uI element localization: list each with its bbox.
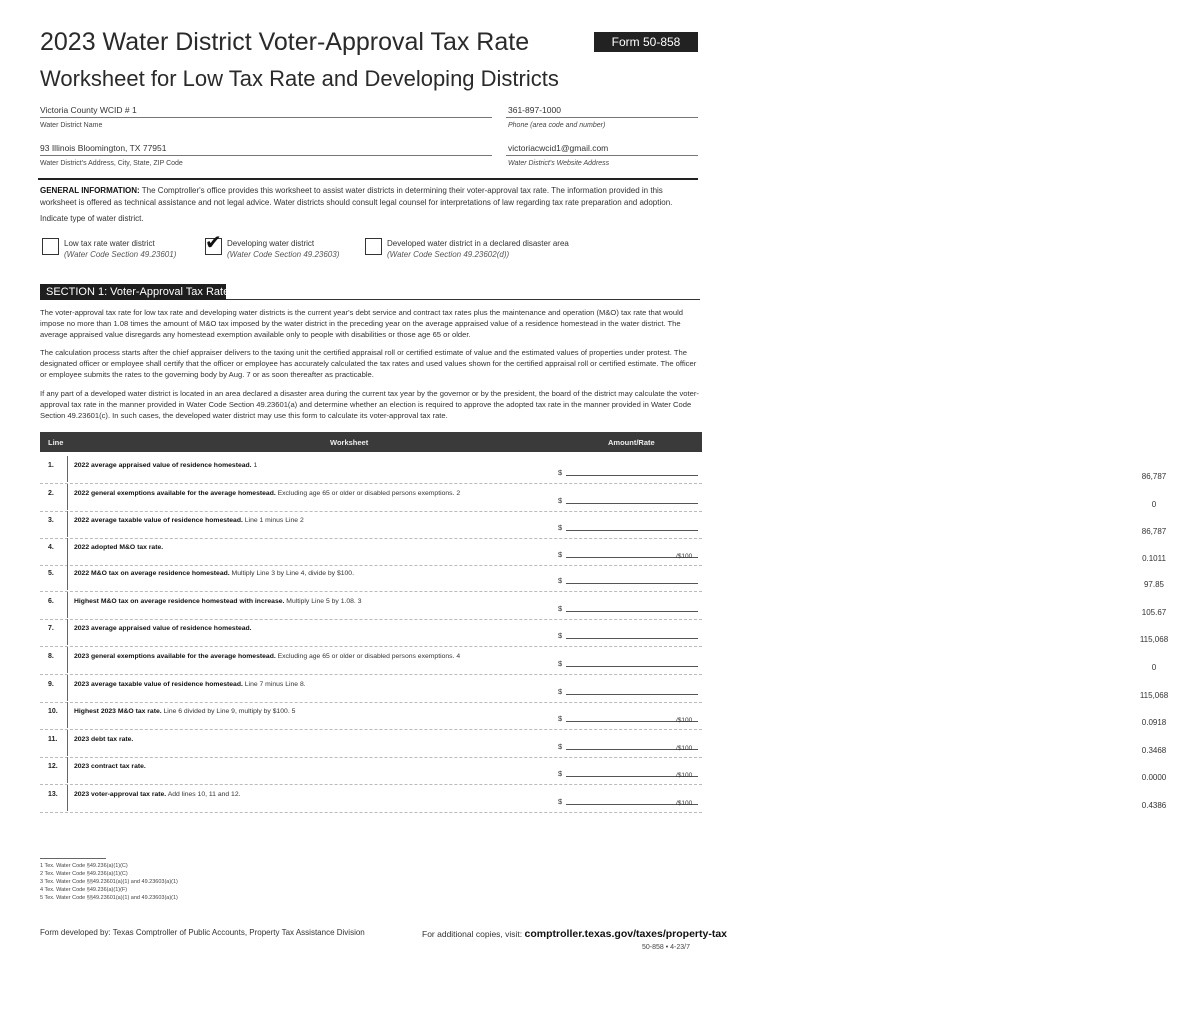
row-divider xyxy=(67,456,68,482)
line-description-bold: 2022 average taxable value of residence homestead. xyxy=(74,517,243,524)
phone-value: 361-897-1000 xyxy=(508,105,561,115)
amount-field[interactable] xyxy=(566,580,1165,589)
table-row xyxy=(40,517,1167,544)
website-line xyxy=(506,155,698,156)
line-description-rest: Line 1 minus Line 2 xyxy=(242,517,304,524)
row-divider xyxy=(67,675,68,701)
low-tax-rate-checkbox[interactable] xyxy=(42,238,59,255)
line-description-rest: Line 6 divided by Line 9, multiply by $100. 5 xyxy=(161,708,296,715)
comptroller-link[interactable]: comptroller.texas.gov/taxes/property-tax xyxy=(524,928,728,940)
amount-value: 86,787 xyxy=(1141,472,1167,481)
amount-value: 0.4386 xyxy=(1141,801,1167,810)
row-dashed-rule xyxy=(40,757,702,758)
table-row xyxy=(40,681,1169,708)
row-divider xyxy=(67,538,68,564)
table-row xyxy=(40,490,1157,517)
dollar-sign: $ xyxy=(558,659,563,668)
row-divider xyxy=(67,702,68,728)
row-divider xyxy=(67,757,68,783)
line-description-bold: 2022 adopted M&O tax rate. xyxy=(74,544,164,551)
amount-value: 86,787 xyxy=(1141,527,1167,536)
developing-district-checkbox[interactable] xyxy=(205,232,222,255)
rate-unit: /$100 xyxy=(676,553,693,560)
line-number: 11. xyxy=(48,736,58,743)
dollar-sign: $ xyxy=(558,468,563,477)
developed-disaster-option xyxy=(387,238,569,260)
section-1-paragraph-2: The calculation process starts after the chief appraiser delivers to the taxing unit the certified appraisal roll or certified estimate of value and the estimated values of properties under protest. The designated officer or employee shall certify that the officer or employee has accurately calculated the tax rates and used values shown for the certified appraisal roll or certified estimate. The officer or employee submits the rates to the governing body by Aug. 7 or as soon thereafter as practicable. xyxy=(40,348,697,379)
line-description-bold: 2023 average appraised value of residence homestead. xyxy=(74,625,252,632)
general-info-text: The Comptroller's office provides this worksheet to assist water districts in determining their voter-approval tax rate. The information provided in this worksheet is offered as technical assistance and not legal advice. Water districts should consult legal counsel for interpretations of law regarding tax rate preparation and adoption. xyxy=(40,186,673,207)
dollar-sign: $ xyxy=(558,576,563,585)
phone-line xyxy=(506,117,698,118)
line-description xyxy=(74,544,163,551)
line-description xyxy=(74,490,460,497)
row-dashed-rule xyxy=(40,619,702,620)
indicate-type-label: Indicate type of water district. xyxy=(40,214,144,223)
developed-disaster-checkbox[interactable] xyxy=(365,238,382,255)
amount-value: 0 xyxy=(1151,500,1157,509)
row-divider xyxy=(67,785,68,811)
amount-field[interactable] xyxy=(566,500,1157,509)
footnote: 2 Tex. Water Code §49.236(a)(1)(C) xyxy=(40,871,128,877)
amount-value: 0.0918 xyxy=(1141,718,1167,727)
checkmark-icon: ✔ xyxy=(205,232,222,254)
line-description-rest: Excluding age 65 or older or disabled persons exemptions. 2 xyxy=(275,490,461,497)
phone-label: Phone (area code and number) xyxy=(508,122,606,129)
dollar-sign: $ xyxy=(558,523,563,532)
amount-field[interactable] xyxy=(566,635,1169,644)
district-name-line xyxy=(40,117,492,118)
amount-value: 0.3468 xyxy=(1141,746,1167,755)
line-description-rest: 1 xyxy=(251,462,258,469)
row-divider xyxy=(67,730,68,756)
row-dashed-rule xyxy=(40,591,702,592)
amount-field[interactable] xyxy=(566,691,1169,700)
developing-district-label: Developing water district xyxy=(227,239,315,248)
low-tax-rate-label: Low tax rate water district xyxy=(64,239,155,248)
line-description-bold: 2023 debt tax rate. xyxy=(74,736,134,743)
row-dashed-rule xyxy=(40,483,702,484)
general-information xyxy=(40,185,700,209)
footnote: 3 Tex. Water Code §§49.23601(a)(1) and 49.23603(a)(1) xyxy=(40,879,178,885)
dollar-sign: $ xyxy=(558,550,563,559)
dollar-sign: $ xyxy=(558,496,563,505)
amount-value: 0.0000 xyxy=(1141,773,1167,782)
amount-value: 105.67 xyxy=(1141,608,1167,617)
line-description-rest: Multiply Line 5 by 1.08. 3 xyxy=(284,598,362,605)
col-amount-header: Amount/Rate xyxy=(608,438,655,447)
line-number: 6. xyxy=(48,598,54,605)
dollar-sign: $ xyxy=(558,687,563,696)
line-description-bold: 2022 general exemptions available for the average homestead. xyxy=(74,490,276,497)
rate-unit: /$100 xyxy=(676,717,693,724)
section-1-title: SECTION 1: Voter-Approval Tax Rate xyxy=(40,284,226,300)
website-label: Water District's Website Address xyxy=(508,160,610,167)
amount-field[interactable] xyxy=(566,472,1167,481)
line-description-bold: 2022 M&O tax on average residence homestead. xyxy=(74,570,230,577)
amount-value: 0.1011 xyxy=(1142,554,1166,563)
district-name-label: Water District Name xyxy=(40,122,103,129)
row-dashed-rule xyxy=(40,511,702,512)
table-row xyxy=(40,625,1169,652)
line-description xyxy=(74,598,361,605)
line-number: 2. xyxy=(48,490,54,497)
address-value: 93 Illinois Bloomington, TX 77951 xyxy=(40,143,167,153)
line-description xyxy=(74,763,146,770)
table-row xyxy=(40,598,1167,625)
line-description-bold: 2022 average appraised value of residence homestead. xyxy=(74,462,252,469)
row-dashed-rule xyxy=(40,812,702,813)
section-1-rule xyxy=(226,299,700,300)
line-description xyxy=(74,625,252,632)
table-row xyxy=(40,544,1166,571)
amount-value: 97.85 xyxy=(1143,580,1165,589)
footer-copies-prefix: For additional copies, visit: xyxy=(422,929,525,939)
line-number: 1. xyxy=(48,462,54,469)
row-divider xyxy=(67,511,68,537)
line-description xyxy=(74,653,460,660)
table-row xyxy=(40,653,1157,680)
line-description-rest: Multiply Line 3 by Line 4, divide by $100. xyxy=(229,570,354,577)
footnote: 4 Tex. Water Code §49.236(a)(1)(F) xyxy=(40,887,128,893)
line-number: 7. xyxy=(48,625,54,632)
line-description-bold: 2023 general exemptions available for the average homestead. xyxy=(74,653,276,660)
rate-unit: /$100 xyxy=(676,772,693,779)
developing-district-option xyxy=(227,238,339,260)
line-description-bold: 2023 contract tax rate. xyxy=(74,763,146,770)
footnote-rule xyxy=(40,858,106,859)
row-divider xyxy=(67,619,68,645)
row-dashed-rule xyxy=(40,565,702,566)
line-number: 10. xyxy=(48,708,58,715)
row-dashed-rule xyxy=(40,538,702,539)
row-dashed-rule xyxy=(40,674,702,675)
line-number: 4. xyxy=(48,544,54,551)
developed-disaster-code: (Water Code Section 49.23602(d)) xyxy=(387,250,510,259)
line-description xyxy=(74,681,306,688)
line-description xyxy=(74,517,304,524)
header-divider xyxy=(38,178,698,180)
district-name-value: Victoria County WCID # 1 xyxy=(40,105,137,115)
amount-value: 115,068 xyxy=(1139,635,1169,644)
line-number: 9. xyxy=(48,681,54,688)
section-1-paragraph-3: If any part of a developed water district is located in an area declared a disaster area during the current tax year by the governor or by the president, the board of the district may calculate the voter-approval tax rate in the manner provided in Water Code Section 49.23601(a) and determine whether an election is required to approve the adopted tax rate in the manner provided in Water Code Section 49.23601(c). In such cases, the developed water district may use this form to calculate its voter-approval tax rate. xyxy=(40,389,699,420)
dollar-sign: $ xyxy=(558,714,563,723)
address-label: Water District's Address, City, State, ZIP Code xyxy=(40,160,183,167)
amount-field[interactable] xyxy=(566,663,1157,672)
col-worksheet-header: Worksheet xyxy=(330,438,369,447)
low-tax-rate-option xyxy=(64,238,176,260)
table-row xyxy=(40,462,1167,489)
line-description-bold: 2023 voter-approval tax rate. xyxy=(74,791,167,798)
line-description-bold: 2023 average taxable value of residence homestead. xyxy=(74,681,243,688)
amount-value: 0 xyxy=(1151,663,1157,672)
row-dashed-rule xyxy=(40,729,702,730)
line-description xyxy=(74,708,295,715)
form-number-badge: Form 50-858 xyxy=(594,32,698,52)
table-row xyxy=(40,708,1167,735)
line-description-rest: Excluding age 65 or older or disabled persons exemptions. 4 xyxy=(275,653,461,660)
row-divider xyxy=(67,592,68,618)
section-1-paragraph-1: The voter-approval tax rate for low tax rate and developing water districts is the current year's debt service and contract tax rates plus the maintenance and operation (M&O) tax rate that would impose no more than 1.08 times the amount of M&O tax imposed by the water district in the preceding year on the average appraised value of a residence homestead in the water district. The average appraised value disregards any homestead exemption available only to people with disabilities or those age 65 or older. xyxy=(40,308,684,339)
line-number: 3. xyxy=(48,517,54,524)
rate-unit: /$100 xyxy=(676,800,693,807)
line-number: 8. xyxy=(48,653,54,660)
row-dashed-rule xyxy=(40,702,702,703)
developing-district-code: (Water Code Section 49.23603) xyxy=(227,250,340,259)
line-description-bold: Highest 2023 M&O tax rate. xyxy=(74,708,162,715)
dollar-sign: $ xyxy=(558,797,563,806)
developed-disaster-label: Developed water district in a declared disaster area xyxy=(387,239,569,248)
footnote: 1 Tex. Water Code §49.236(a)(1)(C) xyxy=(40,863,128,869)
amount-field[interactable] xyxy=(566,527,1167,536)
amount-value: 115,068 xyxy=(1139,691,1169,700)
dollar-sign: $ xyxy=(558,631,563,640)
dollar-sign: $ xyxy=(558,604,563,613)
table-row xyxy=(40,736,1167,763)
col-line-header: Line xyxy=(48,438,64,447)
footer-developed-by: Form developed by: Texas Comptroller of Public Accounts, Property Tax Assistance Division xyxy=(40,928,365,937)
table-row xyxy=(40,791,1167,818)
row-dashed-rule xyxy=(40,646,702,647)
page-subtitle: Worksheet for Low Tax Rate and Developing Districts xyxy=(40,66,559,91)
line-number: 13. xyxy=(48,791,58,798)
general-info-heading: GENERAL INFORMATION: xyxy=(40,186,140,195)
row-divider xyxy=(67,647,68,673)
row-divider xyxy=(67,484,68,510)
address-line xyxy=(40,155,492,156)
footnote: 5 Tex. Water Code §§49.23601(a)(1) and 49.23603(a)(1) xyxy=(40,895,178,901)
website-value: victoriacwcid1@gmail.com xyxy=(508,143,609,153)
worksheet-table-header xyxy=(40,432,702,452)
line-description xyxy=(74,736,133,743)
footer-form-code: 50-858 • 4-23/7 xyxy=(642,944,690,951)
dollar-sign: $ xyxy=(558,742,563,751)
line-number: 12. xyxy=(48,763,58,770)
row-dashed-rule xyxy=(40,784,702,785)
table-row xyxy=(40,763,1167,790)
line-description-rest: Add lines 10, 11 and 12. xyxy=(166,791,241,798)
line-description xyxy=(74,462,257,469)
line-description xyxy=(74,791,241,798)
line-number: 5. xyxy=(48,570,54,577)
rate-unit: /$100 xyxy=(676,745,693,752)
page-title: 2023 Water District Voter-Approval Tax Rate xyxy=(40,28,530,56)
line-description-rest: Line 7 minus Line 8. xyxy=(242,681,306,688)
table-row xyxy=(40,570,1165,597)
row-divider xyxy=(67,564,68,590)
line-description xyxy=(74,570,354,577)
low-tax-rate-code: (Water Code Section 49.23601) xyxy=(64,250,177,259)
footer-copies xyxy=(422,928,727,940)
amount-field[interactable] xyxy=(566,608,1167,617)
line-description-bold: Highest M&O tax on average residence homestead with increase. xyxy=(74,598,285,605)
dollar-sign: $ xyxy=(558,769,563,778)
